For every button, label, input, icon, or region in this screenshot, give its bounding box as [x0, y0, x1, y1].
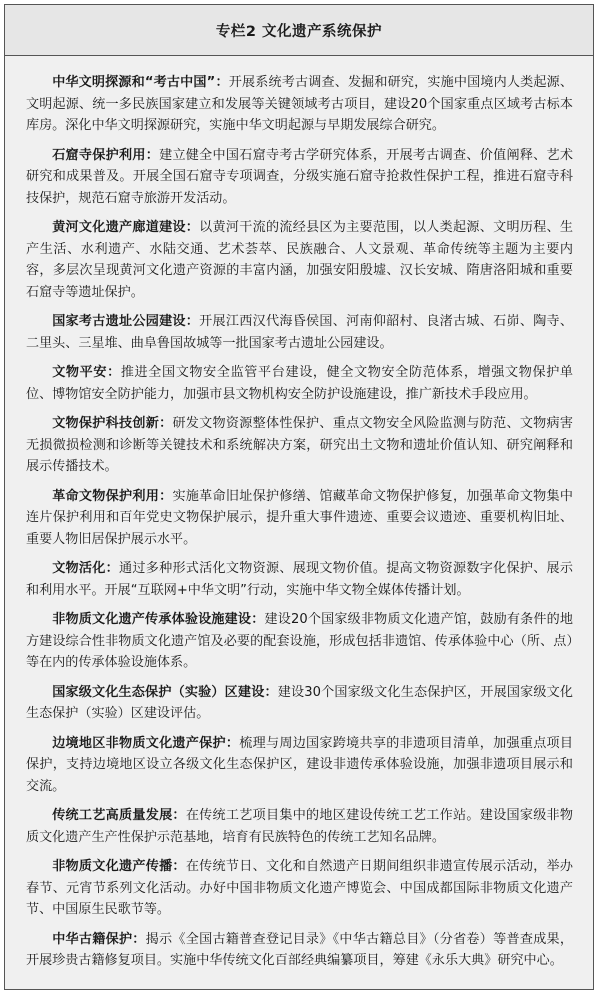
section-lead: 文物平安：: [52, 365, 121, 380]
section-lead: 国家考古遗址公园建设：: [52, 314, 200, 329]
section-text: 建设30个国家级文化生态保护区，开展国家级文化生态保护（实验）区建设评估。: [26, 684, 573, 721]
section-text: 研发文物资源整体性保护、重点文物安全风险监测与防范、文物病害无损微损检测和诊断等关键技术和系统解决方案，研究出土文物和遗址价值认知、研究阐释和展示传播技术。: [26, 416, 573, 474]
section-border-ich: [26, 733, 573, 798]
section-lead: 国家级文化生态保护（实验）区建设：: [52, 684, 278, 700]
section-lead: 文物保护科技创新：: [52, 416, 173, 431]
section-lead: 中华古籍保护：: [52, 931, 146, 947]
section-text: 揭示《全国古籍普查登记目录》《中华古籍总目》（分省卷）等普查成果，开展珍贵古籍修复项目。实施中华传统文化百部经典编纂项目，筹建《永乐大典》研究中心。: [26, 931, 573, 968]
section-ich-communication: [26, 856, 573, 921]
section-text: 开展江西汉代海昏侯国、河南仰韶村、良渚古城、石峁、陶寺、二里头、三星堆、曲阜鲁国故城等一批国家考古遗址公园建设。: [26, 314, 574, 351]
section-lead: 传统工艺高质量发展：: [52, 808, 186, 823]
section-ich-facilities: [26, 609, 573, 674]
section-text: 实施革命旧址保护修缮、馆藏革命文物保护修复，加强革命文物集中连片保护利用和百年党史文物保护展示，提升重大事件遗迹、重要会议遗迹、重要机构旧址、重要人物旧居保护展示水平。: [26, 488, 573, 547]
section-ancient-books: [26, 929, 573, 972]
section-text: 建设20个国家级非物质文化遗产馆，鼓励有条件的地方建设综合性非物质文化遗产馆及必要的配套设施，形成包括非遗馆、传承体验中心（所、点）等在内的传承体验设施体系。: [26, 612, 574, 670]
section-text: 建立健全中国石窟寺考古学研究体系，开展考古调查、价值阐释、艺术研究和成果普及。开展全国石窟寺专项调查，分级实施石窟寺抢救性保护工程，推进石窟寺科技保护，规范石窟寺旅游开发活动。: [26, 147, 574, 206]
section-lead: 文物活化：: [52, 561, 119, 576]
section-archaeology-china: [26, 72, 573, 137]
section-relic-safety: [26, 362, 573, 405]
section-text: 开展系统考古调查、发掘和研究，实施中国境内人类起源、文明起源、统一多民族国家建立和发展等关键领域考古项目，建设20个国家重点区域考古标本库房。深化中华文明探源研究，实施中华文明起源与早期发展综合研究。: [26, 75, 574, 133]
column-box: [4, 4, 594, 990]
section-relic-activation: [26, 558, 573, 601]
section-text: 以黄河干流的流经县区为主要范围，以人类起源、文明历程、生产生活、水利遗产、水陆交通、艺术荟萃、民族融合、人文景观、革命传统等主题为主要内容，多层次呈现黄河文化遗产资源的丰富内涵，加强安阳殷墟、汉长安城、隋唐洛阳城和重要石窟寺等遗址保护。: [26, 220, 574, 300]
column-title: 专栏2 文化遗产系统保护: [5, 5, 593, 56]
section-lead: 非物质文化遗产传播：: [52, 859, 186, 874]
section-text: 梳理与周边国家跨境共享的非遗项目清单，加强重点项目保护，支持边境地区设立各级文化生态保护区，建设非遗传承体验设施，加强非遗项目展示和交流。: [26, 735, 574, 794]
section-traditional-crafts: [26, 805, 573, 848]
section-lead: 革命文物保护利用：: [52, 488, 173, 504]
section-text: 在传统工艺项目集中的地区建设传统工艺工作站。建设国家级非物质文化遗产生产性保护示范基地，培育有民族特色的传统工艺知名品牌。: [26, 808, 574, 845]
column-content: [5, 56, 593, 972]
section-text: 推进全国文物安全监管平台建设，健全文物安全防范体系，增强文物保护单位、博物馆安全防护能力，加强市县文物机构安全防护设施建设，推广新技术手段应用。: [26, 365, 574, 402]
section-lead: 黄河文化遗产廊道建设：: [52, 220, 200, 235]
section-text: 在传统节日、文化和自然遗产日期间组织非遗宣传展示活动，举办春节、元宵节系列文化活动。办好中国非物质文化遗产博览会、中国成都国际非物质文化遗产节、中国原生民歌节等。: [26, 859, 574, 917]
section-revolutionary-relics: [26, 486, 573, 551]
section-lead: 边境地区非物质文化遗产保护：: [52, 735, 240, 751]
section-lead: 中华文明探源和“考古中国”：: [52, 75, 229, 90]
section-text: 通过多种形式活化文物资源、展现文物价值。提高文物资源数字化保护、展示和利用水平。开展“互联网+中华文明”行动，实施中华文物全媒体传播计划。: [26, 561, 574, 598]
section-grottoes: [26, 145, 573, 210]
section-cultural-ecology: [26, 682, 573, 725]
section-tech-innovation: [26, 413, 573, 478]
section-lead: 非物质文化遗产传承体验设施建设：: [52, 612, 265, 627]
section-archaeological-parks: [26, 311, 573, 354]
section-yellow-river: [26, 217, 573, 303]
section-lead: 石窟寺保护利用：: [52, 147, 160, 163]
